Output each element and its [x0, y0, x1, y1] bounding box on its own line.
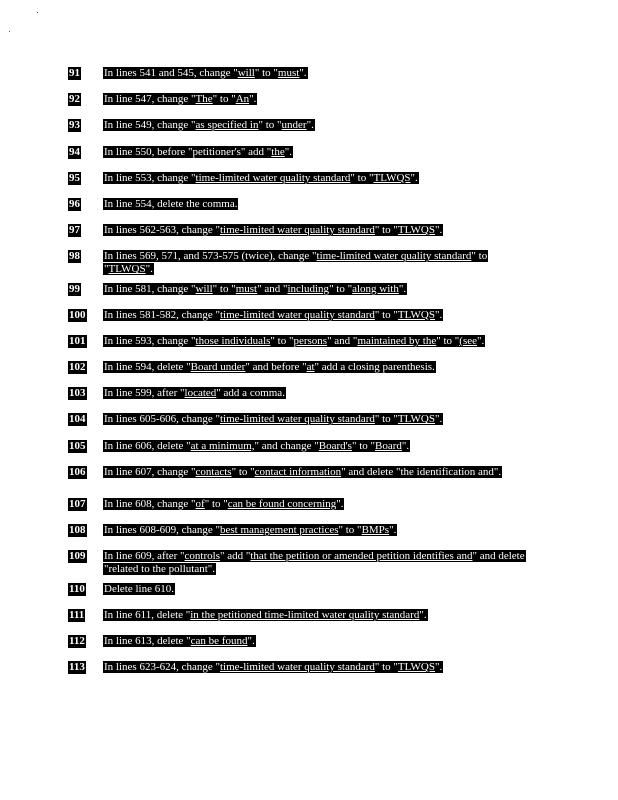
quoted-text: including	[287, 282, 330, 295]
amendment-text-segment: In lines 541 and 545, change "	[104, 67, 238, 79]
amendment-text-segment: " to "	[374, 224, 398, 237]
amendment-text	[103, 361, 436, 374]
quoted-text: the	[271, 145, 285, 158]
amendment-text	[103, 172, 419, 185]
amendment-number: 104	[69, 413, 86, 426]
amendment-text-segment: ".	[435, 224, 443, 237]
amendment-text-segment: " and "	[257, 282, 288, 295]
amendment-text	[103, 583, 175, 596]
amendment-item	[0, 146, 618, 172]
amendment-number: 91	[69, 67, 80, 79]
amendment-text	[103, 146, 293, 159]
amendment-number: 92	[69, 93, 80, 106]
amendment-item	[0, 119, 618, 145]
amendment-text-segment: ".	[410, 171, 418, 184]
amendment-text-segment: " to "	[254, 67, 278, 79]
amendment-number: 95	[69, 171, 80, 184]
amendment-item	[0, 224, 618, 250]
amendment-text-segment: " and delete "related to the pollutant".	[104, 550, 525, 576]
amendment-number: 109	[69, 550, 86, 563]
amendment-text	[103, 550, 535, 576]
amendment-text-segment: ".	[249, 93, 257, 106]
amendment-text	[103, 309, 443, 322]
amendment-text	[103, 466, 502, 479]
amendment-text-segment: ".	[477, 334, 485, 347]
quoted-text: TLWQS	[397, 413, 435, 426]
amendment-item	[0, 635, 618, 661]
amendment-text-segment: " to "	[338, 524, 362, 537]
quoted-text: time-limited water quality standard	[195, 171, 351, 184]
quoted-text: TLWQS	[108, 263, 146, 276]
amendment-number: 105	[69, 439, 86, 452]
quoted-text: must	[277, 67, 300, 79]
amendment-text-segment: " and "	[327, 334, 358, 347]
amendment-item	[0, 661, 618, 687]
quoted-text: An	[235, 93, 250, 106]
scan-speck	[9, 31, 10, 32]
amendment-text-segment: In line 599, after "	[104, 387, 185, 400]
amendment-text-segment: " to "	[351, 439, 375, 452]
quoted-text: time-limited water quality standard	[316, 250, 472, 263]
amendment-text	[103, 67, 308, 80]
amendment-number: 110	[69, 582, 85, 595]
amendment-number: 108	[69, 524, 86, 537]
amendment-item	[0, 335, 618, 361]
amendment-text-segment: ".	[336, 498, 344, 510]
quoted-text: contacts	[195, 465, 232, 478]
amendment-item	[0, 198, 618, 224]
amendment-text-segment: In line 550, before "petitioner's" add "	[104, 145, 272, 158]
quoted-text: will	[237, 67, 255, 79]
amendment-text	[103, 498, 344, 511]
amendment-text-segment: " to "	[104, 250, 488, 276]
amendment-text-segment: ".	[435, 308, 443, 321]
amendment-text	[103, 524, 397, 537]
amendment-number: 94	[69, 145, 80, 158]
amendment-text	[103, 387, 286, 400]
amendment-text-segment: In lines 569, 571, and 573-575 (twice), change "	[104, 250, 317, 263]
amendment-text-segment: " to "	[436, 334, 460, 347]
amendment-text-segment: " to "	[212, 93, 236, 106]
scan-speck	[37, 12, 38, 13]
amendment-text-segment: In line 549, change "	[104, 119, 196, 132]
amendment-item	[0, 361, 618, 387]
amendment-text	[103, 440, 410, 453]
amendment-item	[0, 440, 618, 466]
quoted-text: BMPs	[361, 524, 390, 537]
quoted-text: time-limited water quality standard	[220, 308, 375, 321]
amendment-text	[103, 609, 428, 622]
amendment-text	[103, 335, 485, 348]
quoted-text: TLWQS	[397, 224, 435, 237]
amendment-text-segment: In line 554, delete the comma.	[104, 197, 238, 210]
amendment-text	[103, 93, 257, 106]
amendment-item	[0, 93, 618, 119]
amendment-text-segment: ".	[145, 263, 153, 276]
amendment-text-segment: ".	[389, 524, 397, 537]
amendment-number: 111	[69, 608, 85, 621]
amendment-text-segment: In line 594, delete "	[104, 361, 191, 374]
quoted-text: located	[184, 387, 217, 400]
amendment-text-segment: " to "	[350, 171, 374, 184]
amendment-item	[0, 583, 618, 609]
amendment-item	[0, 524, 618, 550]
amendment-item	[0, 550, 618, 582]
amendment-text-segment: In line 607, change "	[104, 465, 196, 478]
amendment-number: 96	[69, 197, 80, 210]
quoted-text: The	[195, 93, 213, 106]
amendment-item	[0, 250, 618, 282]
amendment-text-segment: " add a comma.	[216, 387, 285, 400]
quoted-text: persons	[293, 334, 328, 347]
amendment-text-segment: " to "	[374, 308, 398, 321]
quoted-text: TLWQS	[397, 661, 435, 674]
quoted-text: TLWQS	[373, 171, 411, 184]
quoted-text: at	[306, 361, 315, 374]
amendment-text-segment: " and before "	[245, 361, 307, 374]
quoted-text: in the petitioned time-limited water quality standard	[190, 608, 420, 621]
amendment-text	[103, 119, 315, 132]
amendment-text-segment: ".	[435, 661, 443, 674]
amendment-text-segment: " to "	[329, 282, 353, 295]
amendment-number: 100	[69, 308, 86, 321]
quoted-text: will	[195, 282, 213, 295]
amendment-number: 103	[69, 387, 86, 400]
amendment-item	[0, 498, 618, 524]
amendment-item	[0, 387, 618, 413]
amendment-text-segment: ".	[435, 413, 443, 426]
amendment-number: 99	[69, 282, 80, 295]
quoted-text: time-limited water quality standard	[220, 661, 375, 674]
amendment-number: 113	[69, 661, 85, 674]
amendment-text-segment: In line 581, change "	[104, 282, 196, 295]
amendment-text-segment: " to "	[231, 465, 255, 478]
amendment-text	[103, 250, 535, 276]
quoted-text: Board	[375, 439, 402, 452]
amendment-item	[0, 309, 618, 335]
amendment-number: 102	[69, 361, 86, 374]
amendment-number: 107	[69, 498, 86, 510]
amendment-text-segment: " to "	[204, 498, 228, 510]
amendment-item	[0, 466, 618, 498]
amendment-text-segment: " and delete "the identification and".	[341, 465, 502, 478]
amendment-text-segment: " to "	[270, 334, 294, 347]
quoted-text: Board's	[318, 439, 352, 452]
amendment-text-segment: In line 609, after "	[104, 550, 185, 563]
quoted-text: time-limited water quality standard	[220, 224, 375, 237]
quoted-text: along with	[352, 282, 399, 295]
amendment-text-segment: In lines 608-609, change "	[104, 524, 220, 537]
amendment-text-segment: " to "	[374, 413, 398, 426]
amendment-text-segment: ".	[306, 119, 314, 132]
amendment-text	[103, 198, 238, 211]
amendment-item	[0, 609, 618, 635]
amendment-text-segment: In lines 623-624, change "	[104, 661, 220, 674]
amendment-item	[0, 172, 618, 198]
amendment-number: 98	[69, 250, 80, 263]
amendment-text-segment: ".	[299, 67, 307, 79]
amendment-text-segment: In line 608, change "	[104, 498, 196, 510]
amendment-text-segment: ".	[247, 634, 255, 647]
amendment-text-segment: Delete line 610.	[104, 582, 174, 595]
amendment-text	[103, 224, 443, 237]
amendment-text-segment: In line 553, change "	[104, 171, 196, 184]
amendment-text-segment: In lines 562-563, change "	[104, 224, 220, 237]
amendment-text-segment: " add "	[220, 550, 251, 563]
amendment-text-segment: " add a closing parenthesis.	[314, 361, 435, 374]
quoted-text: contact information	[254, 465, 342, 478]
amendment-text	[103, 283, 407, 296]
quoted-text: TLWQS	[397, 308, 435, 321]
quoted-text: must	[235, 282, 258, 295]
amendment-text	[103, 635, 256, 648]
quoted-text: can be found	[190, 634, 248, 647]
quoted-text: maintained by the	[357, 334, 437, 347]
quoted-text: best management practices	[220, 524, 339, 537]
quoted-text: as specified in	[195, 119, 259, 132]
amendment-number: 101	[69, 334, 86, 347]
amendment-text-segment: In line 613, delete "	[104, 634, 191, 647]
amendment-item	[0, 283, 618, 309]
amendment-text-segment: ".	[398, 282, 407, 295]
quoted-text: that the petition or amended petition identifies and	[250, 550, 473, 563]
amendment-text-segment: " to "	[374, 661, 398, 674]
amendment-text-segment: In lines 605-606, change "	[104, 413, 220, 426]
quoted-text: (see	[459, 334, 478, 347]
amendment-text-segment: " and change "	[254, 439, 319, 452]
amendment-text-segment: ".	[401, 439, 410, 452]
quoted-text: can be found concerning	[227, 498, 337, 510]
amendment-text-segment: In line 547, change "	[104, 93, 196, 106]
quoted-text: those individuals	[195, 334, 271, 347]
quoted-text: controls	[184, 550, 220, 563]
quoted-text: at a minimum,	[190, 439, 255, 452]
amendment-number: 106	[69, 465, 86, 478]
amendment-number: 93	[69, 119, 80, 132]
amendment-list	[0, 67, 618, 687]
amendment-number: 112	[69, 634, 85, 647]
amendment-number: 97	[69, 224, 80, 237]
amendment-item	[0, 67, 618, 93]
quoted-text: of	[195, 498, 205, 510]
amendment-text-segment: In line 593, change "	[104, 334, 196, 347]
quoted-text: under	[281, 119, 307, 132]
amendment-text-segment: " to "	[258, 119, 282, 132]
amendment-text-segment: " to "	[212, 282, 236, 295]
quoted-text: Board under	[190, 361, 246, 374]
amendment-text	[103, 661, 443, 674]
amendment-text	[103, 413, 443, 426]
amendment-text-segment: ".	[419, 608, 427, 621]
amendment-item	[0, 413, 618, 439]
amendment-text-segment: In line 611, delete "	[104, 608, 191, 621]
amendment-text-segment: In line 606, delete "	[104, 439, 191, 452]
quoted-text: time-limited water quality standard	[220, 413, 375, 426]
amendment-text-segment: ".	[284, 145, 292, 158]
amendment-text-segment: In lines 581-582, change "	[104, 308, 220, 321]
